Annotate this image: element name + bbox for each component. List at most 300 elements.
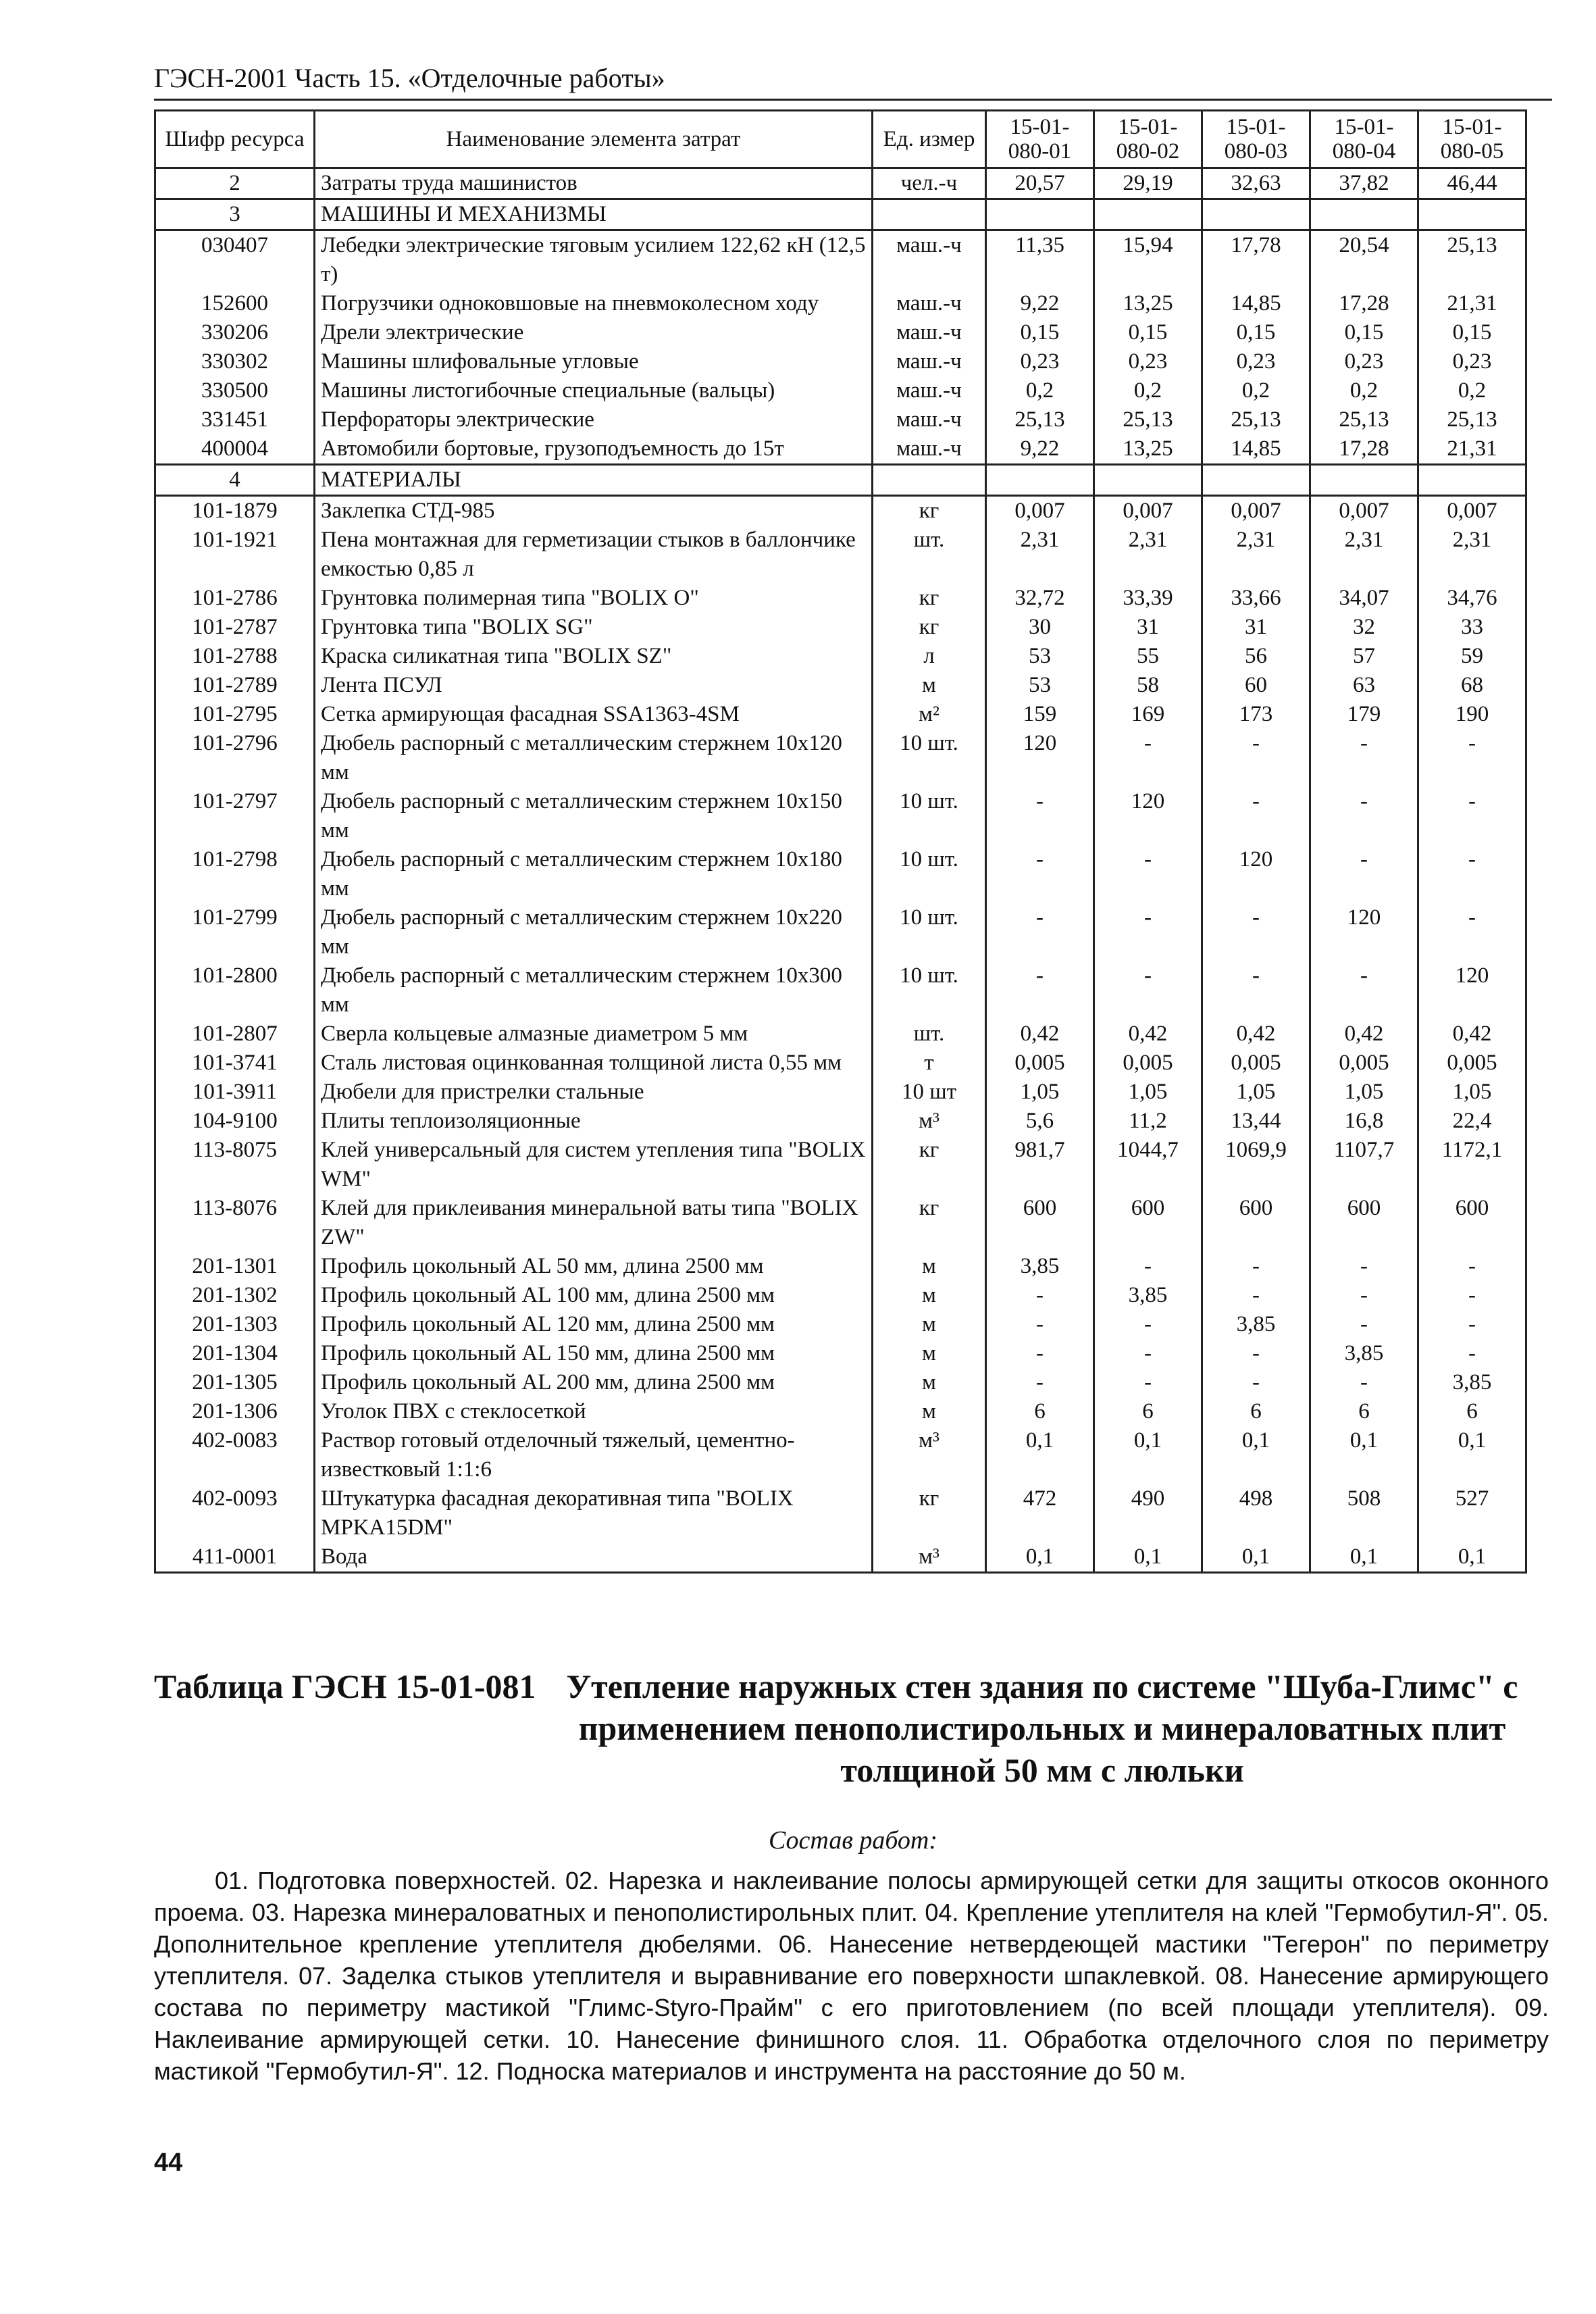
resource-value: - [986,1281,1094,1310]
resource-unit: кг [873,1484,986,1542]
resource-code: 201-1303 [155,1310,315,1339]
resource-name: Сверла кольцевые алмазные диаметром 5 мм [315,1020,873,1049]
resource-value: 46,44 [1418,168,1526,199]
resource-value: 32,63 [1202,168,1310,199]
resource-code: 101-2788 [155,642,315,671]
resource-value: 57 [1310,642,1418,671]
resource-value: 0,15 [1418,318,1526,347]
resource-code: 201-1302 [155,1281,315,1310]
resource-code: 101-2799 [155,903,315,961]
resource-value: 0,15 [1310,318,1418,347]
resource-value: 21,31 [1418,434,1526,465]
resource-value: 120 [1202,845,1310,903]
resource-value: 9,22 [986,289,1094,318]
resource-unit: м [873,1252,986,1281]
resource-unit: 10 шт. [873,961,986,1020]
resource-value: 1,05 [1310,1078,1418,1107]
table-row [155,1194,1526,1252]
resource-value: - [1310,961,1418,1020]
resource-value: 11,2 [1094,1107,1202,1136]
resource-value [1310,465,1418,496]
resource-value: 0,1 [1094,1426,1202,1484]
column-header: 15-01- 080-03 [1202,111,1310,168]
resource-value: 30 [986,613,1094,642]
resource-name: Дюбель распорный с металлическим стержнем 10х120 мм [315,729,873,787]
resource-value: - [1094,903,1202,961]
resource-value: 0,1 [1310,1542,1418,1573]
resource-value: 0,1 [1310,1426,1418,1484]
resource-value [1094,465,1202,496]
table-row [155,289,1526,318]
resource-value: 17,28 [1310,434,1418,465]
resource-value: 0,42 [986,1020,1094,1049]
resource-code: 2 [155,168,315,199]
resource-unit: маш.-ч [873,230,986,290]
resource-code: 402-0083 [155,1426,315,1484]
resource-value: - [1202,903,1310,961]
resource-name: МАШИНЫ И МЕХАНИЗМЫ [315,199,873,230]
resource-value: 0,005 [1418,1049,1526,1078]
resource-value: 31 [1094,613,1202,642]
resource-value: 0,2 [1418,376,1526,405]
table-row [155,1339,1526,1368]
resource-code: 101-2789 [155,671,315,700]
resource-code: 101-2796 [155,729,315,787]
resource-code: 101-1921 [155,526,315,584]
resource-value: 13,25 [1094,434,1202,465]
table-row [155,376,1526,405]
resource-value: 600 [1418,1194,1526,1252]
column-header: 15-01- 080-01 [986,111,1094,168]
resource-value: - [1202,1252,1310,1281]
resource-value: 472 [986,1484,1094,1542]
table-row [155,1078,1526,1107]
resource-value: 0,2 [1202,376,1310,405]
resource-code: 330206 [155,318,315,347]
resource-value: 0,005 [1202,1049,1310,1078]
resource-value: 34,76 [1418,584,1526,613]
resource-value: 56 [1202,642,1310,671]
resource-code: 101-2797 [155,787,315,845]
resource-value [1418,199,1526,230]
resource-value: 0,1 [1094,1542,1202,1573]
column-header: Ед. измер [873,111,986,168]
resource-value: 25,13 [1202,405,1310,434]
resource-value: 0,1 [1202,1426,1310,1484]
resource-code: 101-2786 [155,584,315,613]
resource-code: 101-1879 [155,496,315,526]
resource-value [1202,465,1310,496]
resource-unit [873,199,986,230]
resource-value: 0,007 [1310,496,1418,526]
resource-value: - [986,1339,1094,1368]
resource-name: Штукатурка фасадная декоративная типа "BOLIX MPKA15DM" [315,1484,873,1542]
resource-value: 0,2 [1310,376,1418,405]
resource-table-wrap [154,109,1525,1574]
resource-value: - [1310,1310,1418,1339]
resource-name: Дрели электрические [315,318,873,347]
resource-value: 2,31 [1418,526,1526,584]
table-row [155,1397,1526,1426]
resource-code: 101-2800 [155,961,315,1020]
table-row [155,671,1526,700]
resource-value: 120 [1310,903,1418,961]
resource-name: Лента ПСУЛ [315,671,873,700]
resource-value: 0,42 [1310,1020,1418,1049]
running-header: ГЭСН-2001 Часть 15. «Отделочные работы» [154,63,665,93]
table-row [155,845,1526,903]
resource-code: 113-8075 [155,1136,315,1194]
next-table-caption: Утепление наружных стен здания по системе "Шуба-Глимс" с применением пенополистирольных и минераловатных плит толщиной 50 мм с люльки [566,1667,1518,1789]
resource-unit: м² [873,700,986,729]
resource-name: МАТЕРИАЛЫ [315,465,873,496]
resource-value: 17,78 [1202,230,1310,290]
resource-value: - [1310,845,1418,903]
resource-value: - [1310,1368,1418,1397]
resource-unit: маш.-ч [873,347,986,376]
resource-unit: кг [873,613,986,642]
resource-value: 29,19 [1094,168,1202,199]
resource-unit: м³ [873,1107,986,1136]
resource-value: 1,05 [1418,1078,1526,1107]
resource-value: 1069,9 [1202,1136,1310,1194]
resource-unit: л [873,642,986,671]
resource-name: Краска силикатная типа "BOLIX SZ" [315,642,873,671]
resource-name: Затраты труда машинистов [315,168,873,199]
resource-value: 1044,7 [1094,1136,1202,1194]
resource-value: - [986,787,1094,845]
resource-value: 0,2 [986,376,1094,405]
resource-value: 53 [986,642,1094,671]
resource-value: 31 [1202,613,1310,642]
resource-value: 1,05 [1202,1078,1310,1107]
table-row [155,642,1526,671]
resource-value: 0,23 [1202,347,1310,376]
resource-name: Дюбель распорный с металлическим стержнем 10х300 мм [315,961,873,1020]
resource-value: - [1418,1281,1526,1310]
resource-value: 59 [1418,642,1526,671]
table-row [155,1542,1526,1573]
resource-unit: кг [873,496,986,526]
column-header: Наименование элемента затрат [315,111,873,168]
resource-value: 0,23 [1094,347,1202,376]
table-header-row [155,111,1526,168]
table-row [155,347,1526,376]
resource-unit: маш.-ч [873,376,986,405]
resource-unit: м [873,671,986,700]
resource-code: 411-0001 [155,1542,315,1573]
resource-unit: 10 шт [873,1078,986,1107]
resource-code: 104-9100 [155,1107,315,1136]
column-header: 15-01- 080-05 [1418,111,1526,168]
resource-value: 0,15 [1094,318,1202,347]
resource-value: 6 [1202,1397,1310,1426]
resource-value: 0,23 [1418,347,1526,376]
resource-value: 0,23 [986,347,1094,376]
resource-value: 179 [1310,700,1418,729]
resource-value: - [986,1368,1094,1397]
resource-value: 159 [986,700,1094,729]
resource-value: 6 [1418,1397,1526,1426]
resource-name: Профиль цокольный AL 150 мм, длина 2500 мм [315,1339,873,1368]
resource-code: 113-8076 [155,1194,315,1252]
resource-unit: кг [873,584,986,613]
resource-value: 55 [1094,642,1202,671]
resource-value [1202,199,1310,230]
resource-value: 32 [1310,613,1418,642]
resource-value: 17,28 [1310,289,1418,318]
resource-code: 331451 [155,405,315,434]
resource-value: 3,85 [986,1252,1094,1281]
resource-unit: м [873,1368,986,1397]
resource-value: - [1418,845,1526,903]
resource-code: 101-2787 [155,613,315,642]
resource-value: - [1202,961,1310,1020]
resource-unit: 10 шт. [873,903,986,961]
resource-code: 101-3741 [155,1049,315,1078]
resource-value: 2,31 [1202,526,1310,584]
table-row [155,230,1526,290]
section-row [155,465,1526,496]
resource-code: 201-1306 [155,1397,315,1426]
resource-value: 9,22 [986,434,1094,465]
resource-name: Дюбель распорный с металлическим стержнем 10х180 мм [315,845,873,903]
resource-value: - [1310,1252,1418,1281]
table-row [155,1107,1526,1136]
resource-name: Автомобили бортовые, грузоподъемность до 15т [315,434,873,465]
resource-value: 60 [1202,671,1310,700]
resource-name: Профиль цокольный AL 120 мм, длина 2500 мм [315,1310,873,1339]
resource-value: 6 [1094,1397,1202,1426]
table-row [155,1368,1526,1397]
resource-value: 0,15 [1202,318,1310,347]
table-row [155,1426,1526,1484]
resource-code: 101-2807 [155,1020,315,1049]
resource-name: Дюбель распорный с металлическим стержнем 10х220 мм [315,903,873,961]
table-row [155,1020,1526,1049]
resource-value: 25,13 [1094,405,1202,434]
resource-value: 32,72 [986,584,1094,613]
resource-value: 120 [1418,961,1526,1020]
resource-value: 490 [1094,1484,1202,1542]
table-row [155,1049,1526,1078]
resource-value: 33,39 [1094,584,1202,613]
resource-value: 0,1 [1418,1542,1526,1573]
resource-value: 25,13 [986,405,1094,434]
resource-unit: м³ [873,1426,986,1484]
resource-name: Грунтовка типа "BOLIX SG" [315,613,873,642]
resource-value: 3,85 [1310,1339,1418,1368]
resource-unit: маш.-ч [873,318,986,347]
resource-value: - [1202,787,1310,845]
resource-value: 0,007 [1418,496,1526,526]
resource-code: 030407 [155,230,315,290]
resource-value: 21,31 [1418,289,1526,318]
table-row [155,168,1526,199]
resource-value: - [1418,1339,1526,1368]
resource-value: 2,31 [1094,526,1202,584]
resource-value: - [1094,1339,1202,1368]
resource-value: 1172,1 [1418,1136,1526,1194]
table-row [155,1310,1526,1339]
table-row [155,787,1526,845]
resource-code: 330500 [155,376,315,405]
resource-value [986,199,1094,230]
table-row [155,1484,1526,1542]
resource-value: 0,1 [1418,1426,1526,1484]
resource-value: - [1094,1310,1202,1339]
resource-value: 33 [1418,613,1526,642]
resource-name: Уголок ПВХ с стеклосеткой [315,1397,873,1426]
table-row [155,405,1526,434]
resource-value: - [1310,787,1418,845]
resource-value: 14,85 [1202,289,1310,318]
resource-name: Грунтовка полимерная типа "BOLIX O" [315,584,873,613]
resource-value: 527 [1418,1484,1526,1542]
resource-unit: маш.-ч [873,434,986,465]
resource-value: 0,42 [1202,1020,1310,1049]
resource-value: 2,31 [986,526,1094,584]
table-row [155,496,1526,526]
table-row [155,700,1526,729]
resource-code: 201-1301 [155,1252,315,1281]
resource-name: Погрузчики одноковшовые на пневмоколесном ходу [315,289,873,318]
resource-code: 152600 [155,289,315,318]
resource-value: 0,42 [1418,1020,1526,1049]
resource-unit: кг [873,1136,986,1194]
resource-value: 6 [986,1397,1094,1426]
resource-value: 53 [986,671,1094,700]
resource-value: 37,82 [1310,168,1418,199]
resource-value: - [1418,903,1526,961]
resource-value: 0,15 [986,318,1094,347]
resource-value: - [1418,729,1526,787]
resource-unit: шт. [873,526,986,584]
resource-value: 25,13 [1310,405,1418,434]
resource-value: 13,25 [1094,289,1202,318]
next-table-title [154,1665,1552,1791]
resource-value: 11,35 [986,230,1094,290]
resource-value: 0,42 [1094,1020,1202,1049]
resource-value: 508 [1310,1484,1418,1542]
resource-code: 201-1305 [155,1368,315,1397]
resource-code: 330302 [155,347,315,376]
table-row [155,729,1526,787]
composition-text: 01. Подготовка поверхностей. 02. Нарезка и наклеивание полосы армирующей сетки для защиты откосов оконного проема. 03. Нарезка минераловатных и пенополистирольных плит. 04. Крепление утеплителя на клей "Гермобутил-Я". 05. Дополнительное крепление утеплителя дюбелями. 06. Нанесение нетвердеющей мастики "Тегерон" по периметру утеплителя. 07. Заделка стыков утеплителя и выравнивание его поверхности шпаклевкой. 08. Нанесение армирующего состава по периметру мастикой "Глимс-Styro-Прайм" с его приготовлением (по всей площади утеплителя). 09. Наклеивание армирующей сетки. 10. Нанесение финишного слоя. 11. Обработка отделочного слоя по периметру мастикой "Гермобутил-Я". 12. Подноска материалов и инструмента на расстояние до 50 м. [154,1867,1549,2085]
resource-value: 20,54 [1310,230,1418,290]
resource-value: - [1418,787,1526,845]
resource-unit: т [873,1049,986,1078]
resource-name: Дюбели для пристрелки стальные [315,1078,873,1107]
table-row [155,613,1526,642]
resource-value: 22,4 [1418,1107,1526,1136]
table-row [155,584,1526,613]
resource-name: Машины шлифовальные угловые [315,347,873,376]
resource-value [1418,465,1526,496]
resource-name: Профиль цокольный AL 200 мм, длина 2500 мм [315,1368,873,1397]
resource-name: Клей универсальный для систем утепления типа "BOLIX WM" [315,1136,873,1194]
resource-value: - [1094,961,1202,1020]
resource-value: - [1094,1252,1202,1281]
resource-unit: м³ [873,1542,986,1573]
resource-value: 498 [1202,1484,1310,1542]
resource-value: 1,05 [1094,1078,1202,1107]
resource-value: 0,23 [1310,347,1418,376]
resource-value [1310,199,1418,230]
table-row [155,1252,1526,1281]
resource-name: Раствор готовый отделочный тяжелый, цементно-известковый 1:1:6 [315,1426,873,1484]
resource-value: 173 [1202,700,1310,729]
resource-value: - [1310,729,1418,787]
resource-value: - [986,961,1094,1020]
resource-value: 0,1 [986,1426,1094,1484]
resource-code: 101-2795 [155,700,315,729]
table-row [155,903,1526,961]
resource-name: Плиты теплоизоляционные [315,1107,873,1136]
resource-unit: маш.-ч [873,405,986,434]
composition-heading: Состав работ: [768,1826,938,1855]
resource-value: 34,07 [1310,584,1418,613]
resource-value: - [1202,1281,1310,1310]
table-row [155,526,1526,584]
resource-value: - [1310,1281,1418,1310]
resource-unit: м [873,1310,986,1339]
resource-value: 16,8 [1310,1107,1418,1136]
resource-name: Заклепка СТД-985 [315,496,873,526]
resource-value: 1107,7 [1310,1136,1418,1194]
resource-name: Клей для приклеивания минеральной ваты типа "BOLIX ZW" [315,1194,873,1252]
resource-value: 120 [1094,787,1202,845]
resource-value: 58 [1094,671,1202,700]
page-number: 44 [154,2148,183,2177]
resource-value: 13,44 [1202,1107,1310,1136]
resource-value: - [1202,729,1310,787]
resource-value: - [1202,1339,1310,1368]
resource-name: Сетка армирующая фасадная SSA1363-4SM [315,700,873,729]
resource-value: - [1202,1368,1310,1397]
resource-value: 169 [1094,700,1202,729]
resource-name: Профиль цокольный AL 100 мм, длина 2500 мм [315,1281,873,1310]
resource-value: - [986,1310,1094,1339]
resource-name: Дюбель распорный с металлическим стержнем 10х150 мм [315,787,873,845]
resource-value: 600 [986,1194,1094,1252]
resource-value: 0,1 [986,1542,1094,1573]
resource-unit: м [873,1397,986,1426]
resource-value: - [1094,729,1202,787]
resource-value: 0,007 [1202,496,1310,526]
resource-code: 402-0093 [155,1484,315,1542]
resource-value: - [1418,1252,1526,1281]
resource-value: 0,005 [1310,1049,1418,1078]
table-row [155,1281,1526,1310]
resource-unit: м [873,1339,986,1368]
resource-unit: 10 шт. [873,787,986,845]
column-header: 15-01- 080-02 [1094,111,1202,168]
resource-code: 101-2798 [155,845,315,903]
resource-value [1094,199,1202,230]
resource-value: 3,85 [1094,1281,1202,1310]
column-header: Шифр ресурса [155,111,315,168]
resource-value: - [1418,1310,1526,1339]
resource-name: Сталь листовая оцинкованная толщиной листа 0,55 мм [315,1049,873,1078]
resource-value: 0,2 [1094,376,1202,405]
resource-value: 0,005 [1094,1049,1202,1078]
section-row [155,199,1526,230]
resource-value: - [986,845,1094,903]
resource-value: 600 [1310,1194,1418,1252]
table-row [155,961,1526,1020]
resource-name: Лебедки электрические тяговым усилием 122,62 кН (12,5 т) [315,230,873,290]
